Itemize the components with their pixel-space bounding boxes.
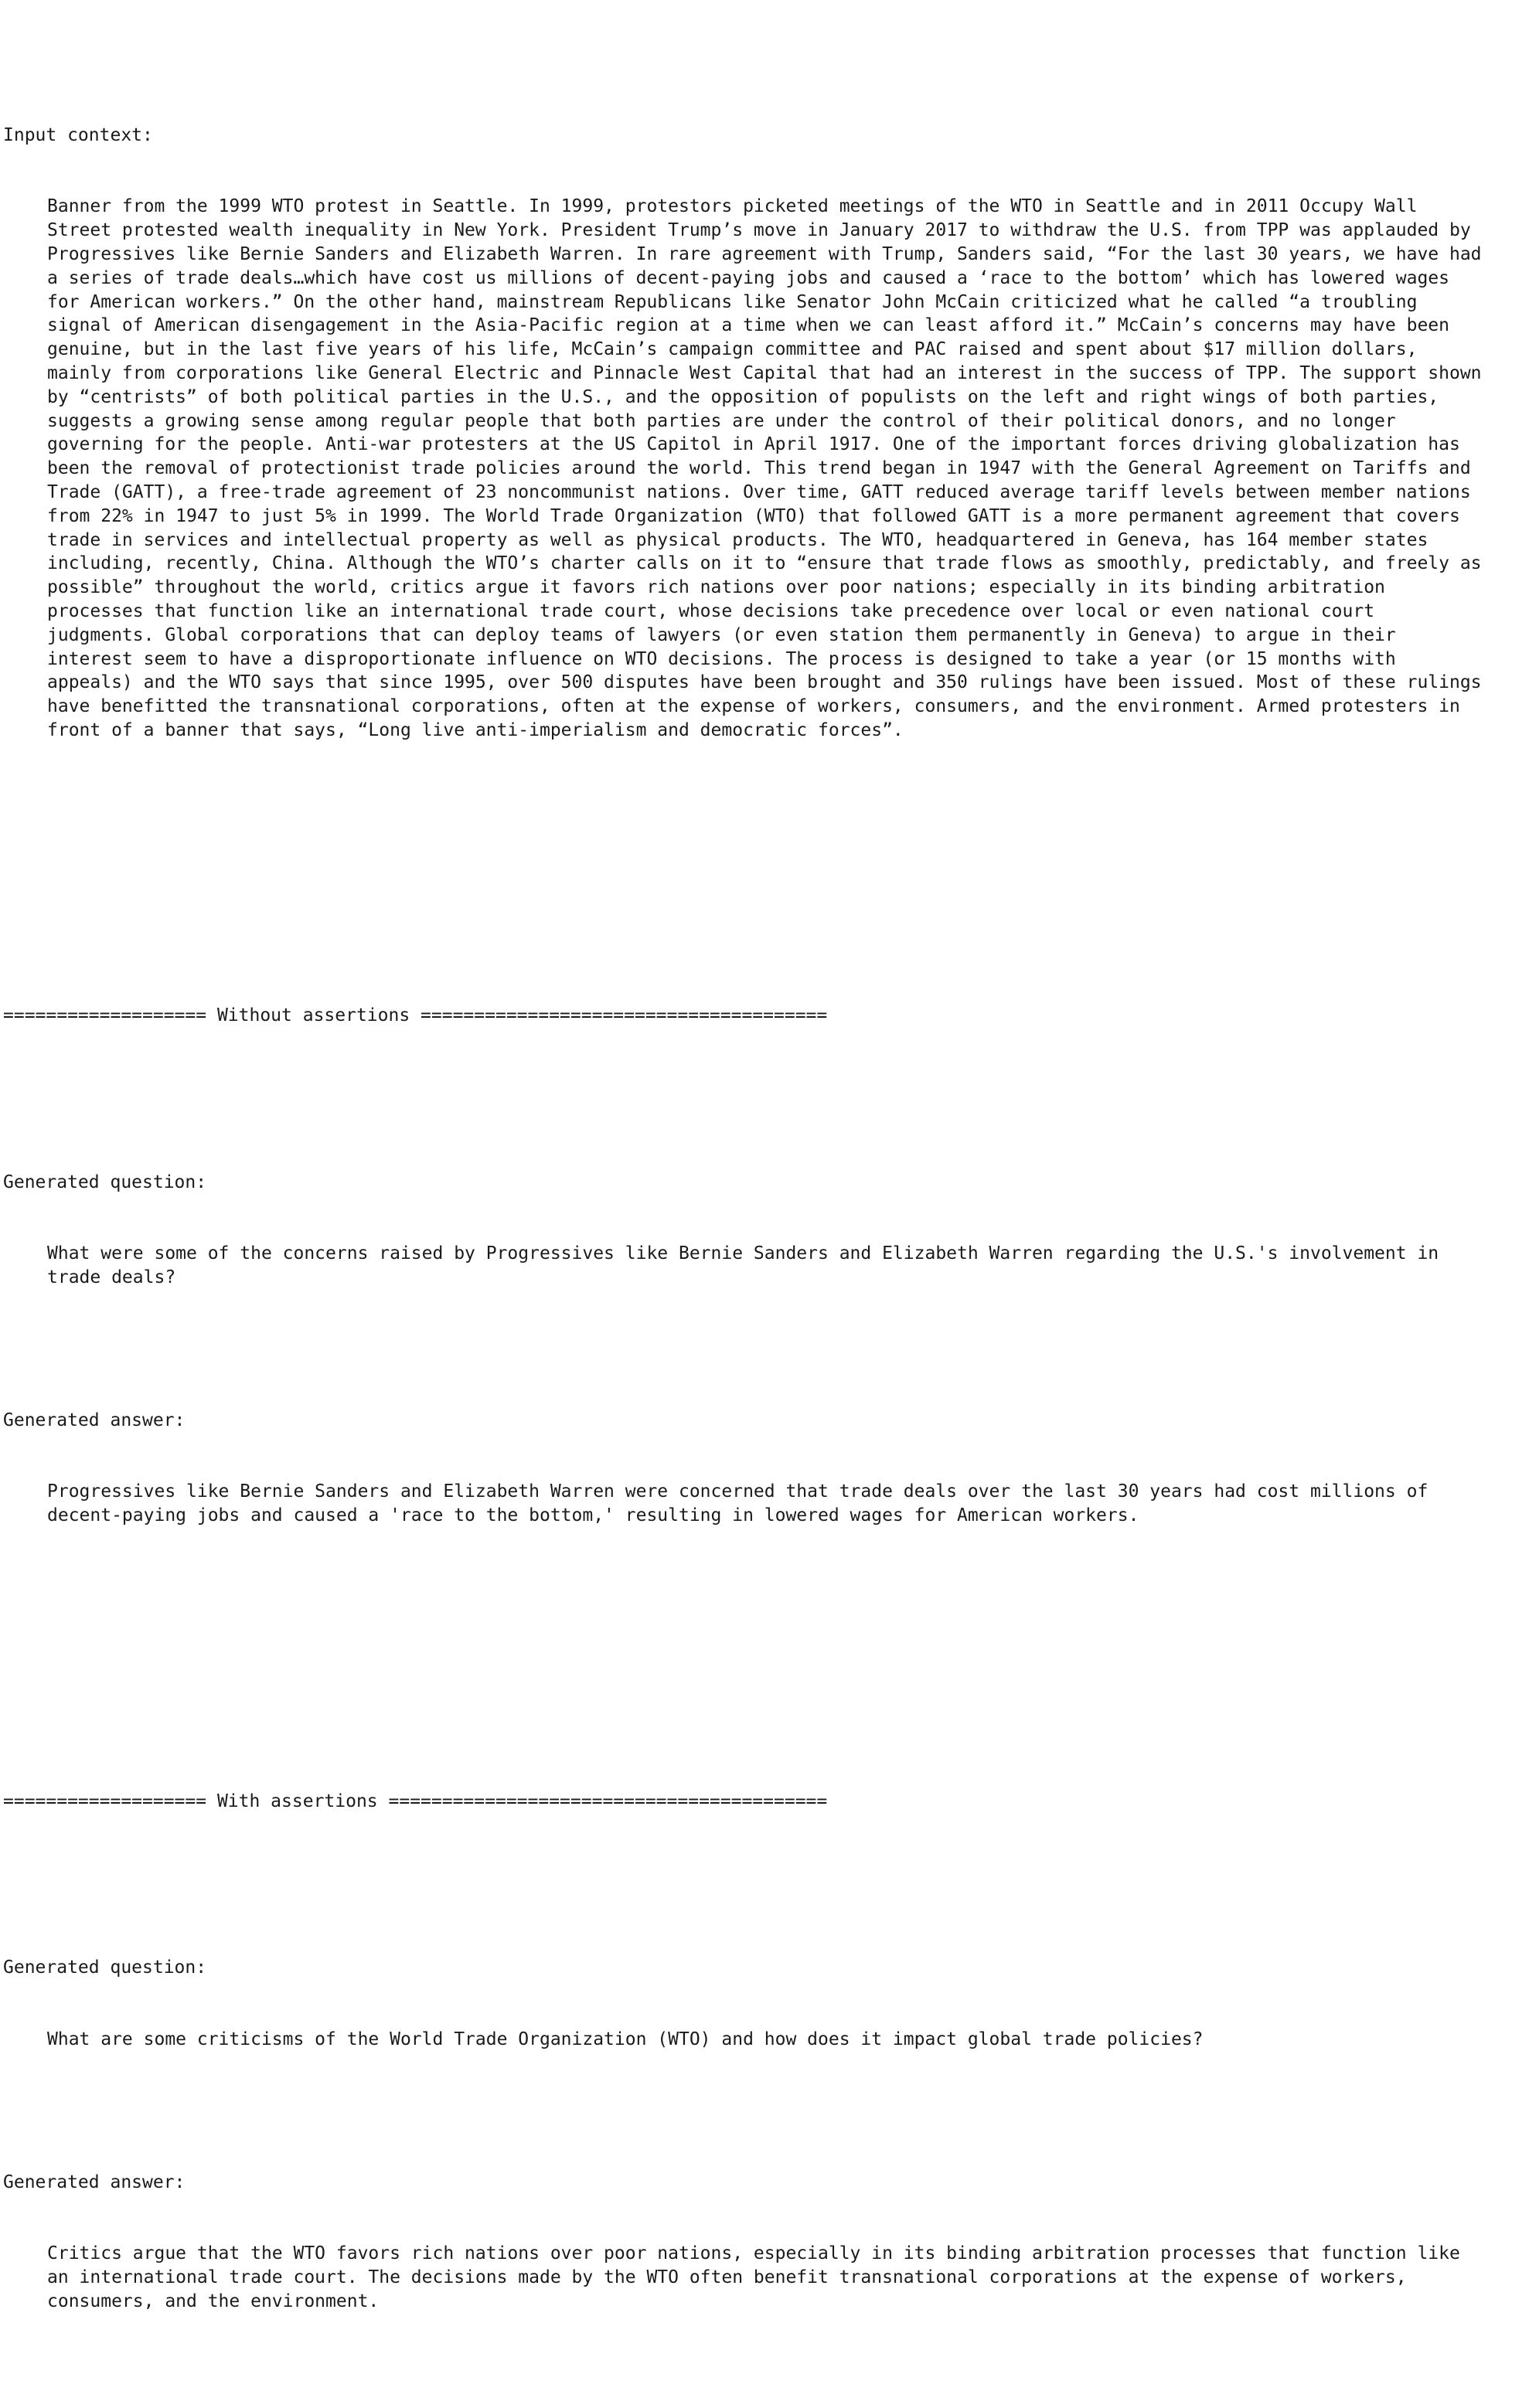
without-assertions-question-label: Generated question: [3, 1172, 207, 1193]
input-context-text: Banner from the 1999 WTO protest in Seattle. In 1999, protestors picketed meetings of the WTO in Seattle and in 2011 Occupy Wall Street protested wealth inequality in New York. President Trump’s move in January 2017 to withdraw the U.S. from TPP was applauded by Progressives like Bernie Sanders and Elizabeth Warren. In rare agreement with Trump, Sanders said, “For the last 30 years, we have had a series of trade deals…which have cost us millions of decent-paying jobs and caused a ‘race to the bottom’ which has lowered wages for American workers.” On the other hand, mainstream Republicans like Senator John McCain criticized what he called “a troubling signal of American disengagement in the Asia-Pacific region at a time when we can least afford it.” McCain’s concerns may have been genuine, but in the last five years of his life, McCain’s campaign committee and PAC raised and spent about $17 million dollars, mainly from corporations like General Electric and Pinnacle West Capital that had an interest in the success of TPP. The support shown by “centrists” of both political parties in the U.S., and the opposition of populists on the left and right wings of both parties, suggests a growing sense among regular people that both parties are under the control of their political donors, and no longer governing for the people. Anti-war protesters at the US Capitol in April 1917. One of the important forces driving globalization has been the removal of protectionist trade policies around the world. This trend began in 1947 with the General Agreement on Tariffs and Trade (GATT), a free-trade agreement of 23 noncommunist nations. Over time, GATT reduced average tariff levels between member nations from 22% in 1947 to just 5% in 1999. The World Trade Organization (WTO) that followed GATT is a more permanent agreement that covers trade in services and intellectual property as well as physical products. The WTO, headquartered in Geneva, has 164 member states including, recently, China. Although the WTO’s charter calls on it to “ensure that trade flows as smoothly, predictably, and freely as possible” throughout the world, critics argue it favors rich nations over poor nations; especially in its binding arbitration processes that function like an international trade court, whose decisions take precedence over local or even national court judgments. Global corporations that can deploy teams of lawyers (or even station them permanently in Geneva) to argue in their interest seem to have a disproportionate influence on WTO decisions. The process is designed to take a year (or 15 months with appeals) and the WTO says that since 1995, over 500 disputes have been brought and 350 rulings have been issued. Most of these rulings have benefitted the transnational corporations, often at the expense of workers, consumers, and the environment. Armed protesters in front of a banner that says, “Long live anti-imperialism and democratic forces”. [47, 196, 1482, 740]
without-assertions-question: What were some of the concerns raised by Progressives like Bernie Sanders and Elizabeth Warren regarding the U.S.'s involvement in trade deals? [47, 1243, 1439, 1288]
with-assertions-question-label: Generated question: [3, 1957, 207, 1978]
with-assertions-separator: =================== With assertions ========================================= [3, 1791, 828, 1811]
spacer [3, 1861, 1524, 1909]
with-assertions-answer-label: Generated answer: [3, 2172, 186, 2192]
spacer [3, 862, 1524, 886]
without-assertions-separator: =================== Without assertions ====================================== [3, 1005, 828, 1026]
with-assertions-question: What are some criticisms of the World Trade Organization (WTO) and how does it impact global trade policies? [47, 2029, 1204, 2049]
input-context-label: Input context: [3, 124, 153, 145]
spacer [3, 1076, 1524, 1124]
without-assertions-answer-label: Generated answer: [3, 1410, 186, 1431]
spacer [3, 1647, 1524, 1671]
with-assertions-section [3, 1742, 1524, 2361]
document-page [3, 5, 1524, 2408]
input-context-section [3, 76, 1524, 790]
with-assertions-answer: Critics argue that the WTO favors rich nations over poor nations, especially in its binding arbitration processes that function like an international trade court. The decisions made by the WTO often benefit transnational corporations at the expense of workers, consumers, and the environment. [47, 2243, 1460, 2311]
without-assertions-section [3, 957, 1524, 1576]
spacer [3, 2099, 1524, 2123]
without-assertions-answer: Progressives like Bernie Sanders and Elizabeth Warren were concerned that trade deals over the last 30 years had cost millions of decent-paying jobs and caused a 'race to the bottom,' resulting in lowered wages for American workers. [47, 1481, 1429, 1526]
spacer [3, 1338, 1524, 1362]
